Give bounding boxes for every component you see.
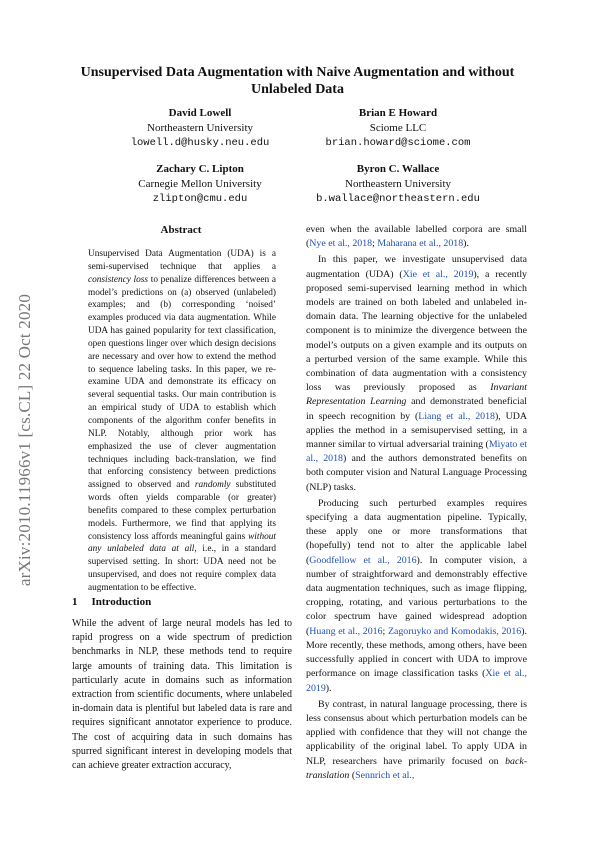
arxiv-id: arXiv:2010.11966v1 [cs.CL] 22 Oct 2020 (15, 293, 34, 587)
author-name: Zachary C. Lipton (156, 163, 244, 175)
section-heading (72, 596, 151, 608)
citation-link[interactable]: Nye et al., 2018 (309, 238, 373, 250)
author-affiliation: Carnegie Mellon University (138, 178, 262, 190)
citation-link[interactable]: Xie et al., 2019 (306, 668, 527, 694)
section-title: Introduction (91, 596, 152, 608)
author-email: lowell.d@husky.neu.edu (130, 137, 270, 149)
citation-link[interactable]: Liang et al., 2018 (418, 410, 495, 422)
citation-link[interactable]: Huang et al., 2016 (309, 625, 383, 637)
paragraph: In this paper, we investigate unsupervised data augmentation (UDA) (Xie et al., 2019), a recently proposed semi-supervised learning method in which models are trained on both labeled and unlabeled in-domain data. The learning objective for the unlabeled component is to minimize the divergence between the model’s outputs on a given example and its outputs on a perturbed version of the same example. While this combination of data augmentation with a consistency loss was previously proposed as Invariant Representation Learning and demonstrated beneficial in speech recognition by (Liang et al., 2018), UDA applies the method in a semisupervised setting, in a manner similar to virtual adversarial training (Miyato et al., 2018) and the authors demonstrated benefits on both computer vision and Natural Language Processing (NLP) tasks. (306, 254, 528, 493)
author-1 (100, 106, 300, 151)
author-email: b.wallace@northeastern.edu (316, 193, 480, 205)
citation-link[interactable]: Zagoruyko and Komodakis, 2016 (387, 625, 522, 637)
paper-title: Unsupervised Data Augmentation with Naive Augmentation and without Unlabeled Data (80, 65, 515, 97)
paragraph: By contrast, in natural language processing, there is less consensus about which perturbation models can be applied with confidence that they will not change the applicability of the original label. To apply UDA in NLP, researchers have primarily focused on back-translation (Sennrich et al., (306, 698, 527, 781)
right-column (306, 223, 527, 783)
author-affiliation: Northeastern University (345, 178, 451, 190)
author-3 (100, 162, 300, 207)
paragraph: even when the available labelled corpora are small (Nye et al., 2018; Maharana et al., 2018). (306, 224, 527, 250)
author-affiliation: Northeastern University (147, 122, 253, 134)
author-name: David Lowell (168, 107, 232, 119)
author-name: Brian E Howard (358, 107, 438, 119)
abstract-heading: Abstract (160, 224, 202, 236)
author-2 (298, 106, 498, 151)
citation-link[interactable]: Sennrich et al., (355, 769, 415, 781)
author-4 (298, 162, 498, 207)
citation-link[interactable]: Goodfellow et al., 2016 (309, 554, 417, 566)
author-name: Byron C. Wallace (356, 163, 440, 175)
paragraph: Producing such perturbed examples requires specifying a data augmentation pipeline. Typically, these apply one or more transformations that (hopefully) tend not to alter the applicable label (Goodfellow et al., 2016). In computer vision, a number of straightforward and demonstrably effective data augmentation techniques, such as image flipping, cropping, rotating, and various perturbations to the color spectrum have gained widespread adoption (Huang et al., 2016; Zagoruyko and Komodakis, 2016). More recently, these methods, among others, have been successfully applied in concert with UDA to improve performance on image classification tasks (Xie et al., 2019). (306, 497, 527, 694)
author-affiliation: Sciome LLC (369, 122, 427, 134)
citation-link[interactable]: Xie et al., 2019 (402, 268, 474, 280)
citation-link[interactable]: Maharana et al., 2018 (377, 238, 464, 250)
intro-paragraph: While the advent of large neural models has led to rapid progress on a wide spectrum of prediction benchmarks in NLP, these methods tend to require large amounts of training data. This limitation is particularly acute in domains such as information extraction from scientific documents, where unlabeled in-domain data is plentiful but labeled data is rare and requires significant annotator experience to produce. The cost of acquiring data in such domains has spurred significant interest in developing models that can achieve greater extraction accuracy, (72, 618, 292, 772)
author-email: zlipton@cmu.edu (152, 193, 248, 205)
author-email: brian.howard@sciome.com (325, 137, 471, 149)
citation-link[interactable]: Miyato et al., 2018 (306, 439, 528, 465)
abstract-body: Unsupervised Data Augmentation (UDA) is a semi-supervised technique that applies a consistency loss to penalize differences between a model’s predictions on (a) observed (unlabeled) examples; and (b) corresponding ‘noised’ examples produced via data augmentation. While UDA has gained popularity for text classification, open questions linger over which design decisions are necessary and over how to extend the method to sequence labeling tasks. In this paper, we re-examine UDA and demonstrate its efficacy on several sequential tasks. Our main contribution is an empirical study of UDA to establish which components of the algorithm confer benefits in NLP. Notably, although prior work has emphasized the use of clever augmentation techniques including back-translation, we find that enforcing consistency between predictions assigned to observed and randomly substituted words often yields comparable (or greater) benefits compared to these complex perturbation models. Furthermore, we find that applying its consistency loss affords meaningful gains without any unlabeled data at all, i.e., in a standard supervised setting. In short: UDA need not be unsupervised, and does not require complex data augmentation to be effective. (88, 249, 276, 593)
arxiv-sidebar (10, 265, 40, 615)
section-number: 1 (72, 596, 78, 608)
